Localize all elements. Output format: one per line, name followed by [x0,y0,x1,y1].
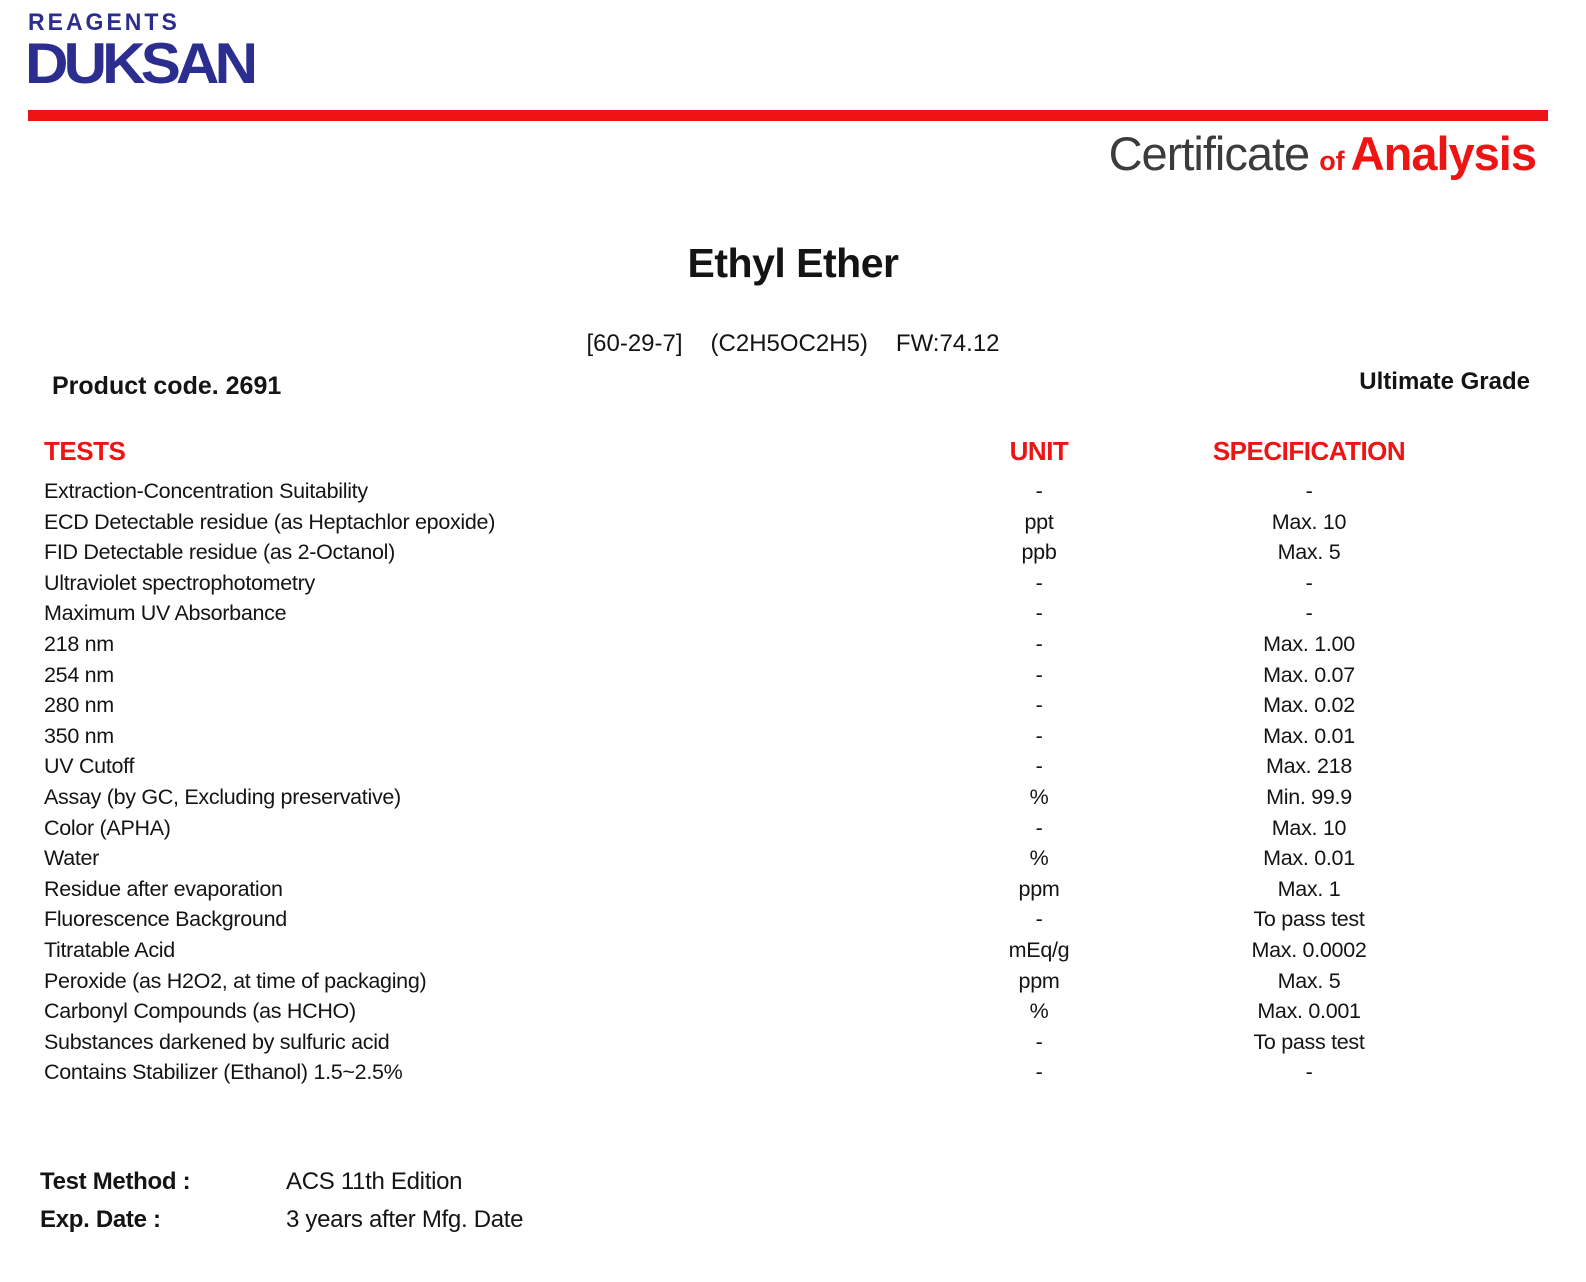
test-name: Fluorescence Background [44,907,287,932]
test-name: 350 nm [44,723,114,748]
test-spec: Min. 99.9 [1266,784,1352,809]
test-name: Ultraviolet spectrophotometry [44,570,315,595]
test-name: 280 nm [44,693,114,718]
test-name: Maximum UV Absorbance [44,601,287,626]
test-name: Titratable Acid [44,937,175,962]
test-name: Water [44,846,100,871]
table-row [44,904,1542,935]
test-spec: Max. 10 [1271,815,1347,840]
test-name: UV Cutoff [44,754,135,779]
exp-date-row [40,1206,523,1244]
test-name: Extraction-Concentration Suitability [44,479,368,503]
table-row [44,1027,1542,1058]
test-spec: Max. 5 [1277,540,1341,565]
header-divider-rule [28,110,1548,121]
header-specification: SPECIFICATION [1212,436,1406,466]
table-row [44,874,1542,905]
heading-analysis: Analysis [1350,127,1536,180]
test-unit: ppm [1018,968,1060,993]
logo-duksan-text: DUKSAN [25,32,254,96]
test-spec: Max. 0.001 [1257,999,1361,1024]
table-row [44,996,1542,1027]
test-unit: - [1035,754,1043,779]
table-row [44,507,1542,538]
product-grade: Ultimate Grade [1359,368,1530,395]
test-unit: - [1035,662,1043,687]
test-spec: - [1305,479,1313,503]
test-spec: - [1305,1060,1313,1085]
test-spec: To pass test [1253,1029,1365,1054]
tests-table-header [44,436,1542,476]
test-spec: Max. 1 [1277,876,1341,901]
tests-table [44,436,1542,1088]
test-unit: % [1029,846,1049,871]
certificate-of-analysis-heading [1109,126,1536,181]
test-spec: Max. 0.01 [1263,846,1355,871]
test-unit: - [1035,693,1043,718]
test-name: Residue after evaporation [44,876,283,901]
table-row [44,843,1542,874]
table-row [44,537,1542,568]
test-spec: Max. 0.02 [1263,693,1355,718]
test-name: 218 nm [44,631,114,656]
table-row [44,782,1542,813]
cas-formula-line [0,330,1586,358]
test-spec: Max. 218 [1265,754,1353,779]
table-row [44,598,1542,629]
test-method-value: ACS 11th Edition [286,1168,463,1195]
test-unit: - [1035,1029,1043,1054]
table-row [44,1057,1542,1088]
heading-of: of [1319,146,1345,176]
test-unit: - [1035,723,1043,748]
product-title: Ethyl Ether [687,240,899,286]
tests-table-body [44,476,1542,1088]
table-row [44,721,1542,752]
exp-date-label: Exp. Date : [40,1206,161,1233]
test-spec: Max. 10 [1271,509,1347,534]
test-unit: - [1035,631,1043,656]
test-unit: % [1029,999,1049,1024]
chemical-formula: (C2H5OC2H5) [710,330,868,357]
table-header-row [44,436,1542,476]
table-row [44,813,1542,844]
table-row [44,751,1542,782]
test-name: FID Detectable residue (as 2-Octanol) [44,540,395,565]
test-spec: Max. 0.07 [1263,662,1355,687]
table-row [44,476,1542,507]
test-spec: Max. 1.00 [1263,631,1355,656]
test-spec: Max. 0.01 [1263,723,1355,748]
formula-weight: FW:74.12 [895,330,1000,357]
test-unit: % [1029,784,1049,809]
test-name: Contains Stabilizer (Ethanol) 1.5~2.5% [44,1060,403,1085]
test-unit: mEq/g [1008,937,1070,962]
test-unit: - [1035,1060,1043,1085]
test-unit: ppm [1018,876,1060,901]
test-spec: Max. 5 [1277,968,1341,993]
table-row [44,568,1542,599]
test-unit: ppb [1021,540,1057,565]
product-code: Product code. 2691 [52,372,282,400]
test-unit: ppt [1024,509,1054,534]
table-row [44,629,1542,660]
table-row [44,660,1542,691]
table-row [44,690,1542,721]
footer [40,1168,523,1244]
heading-certificate: Certificate [1108,127,1310,180]
test-spec: - [1305,570,1313,595]
test-name: Peroxide (as H2O2, at time of packaging) [44,968,427,993]
test-name: Carbonyl Compounds (as HCHO) [44,999,356,1024]
test-unit: - [1035,907,1043,932]
cas-number: [60-29-7] [586,330,683,357]
duksan-logo [25,8,260,98]
test-name: 254 nm [44,662,114,687]
test-unit: - [1035,479,1043,503]
test-name: Color (APHA) [44,815,171,840]
table-row [44,966,1542,997]
header-tests: TESTS [44,436,126,466]
header-unit: UNIT [1009,436,1069,466]
test-method-row [40,1168,523,1206]
table-row [44,935,1542,966]
test-name: Assay (by GC, Excluding preservative) [44,784,401,809]
test-spec: To pass test [1253,907,1365,932]
test-name: Substances darkened by sulfuric acid [44,1029,390,1054]
logo-reagents-text: REAGENTS [28,8,180,36]
test-unit: - [1035,570,1043,595]
test-name: ECD Detectable residue (as Heptachlor epoxide) [44,509,496,534]
test-unit: - [1035,815,1043,840]
test-spec: - [1305,601,1313,626]
test-spec: Max. 0.0002 [1251,937,1367,962]
test-unit: - [1035,601,1043,626]
exp-date-value: 3 years after Mfg. Date [286,1206,524,1233]
test-method-label: Test Method : [40,1168,191,1195]
